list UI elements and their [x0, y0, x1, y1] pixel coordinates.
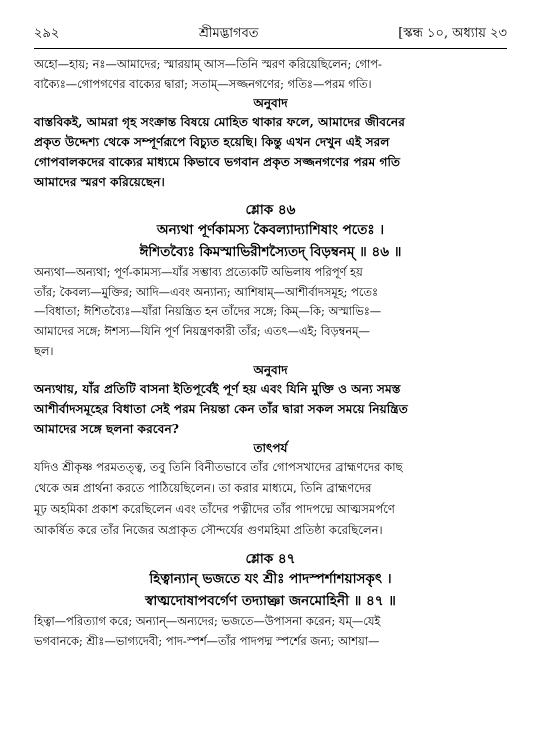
synonym-line: তাঁর; কৈবল্য—মুক্তির; আদি—এবং অন্যান্য; আশিষাম্—আশীর্বাদসমূহ; পতেঃ	[34, 284, 379, 299]
page-header	[34, 24, 507, 46]
purport-line: যদিও শ্রীকৃষ্ণ পরমতত্ত্ব, তবু তিনি বিনীতভাবে তাঁর গোপসখাদের ব্রাহ্মণদের কাছ	[34, 460, 403, 475]
verse-label: শ্লোক ৪৭	[245, 551, 296, 568]
purport-heading: তাৎপর্য	[253, 441, 288, 456]
verse-line: হিত্বান্যান্ ভজতে যং শ্রীঃ পাদস্পর্শাশয়াসকৃৎ ।	[149, 571, 392, 588]
synonym-line: ছল।	[34, 343, 54, 358]
verse-line: স্বাত্মদোষাপবর্গেণ তদ্যাচ্ঞা জনমোহিনী ॥ ৪৭ ॥	[145, 593, 396, 610]
purport-line: থেকে অন্ন প্রার্থনা করতে পাঠিয়েছিলেন। তা করার মাধ্যমে, তিনি ব্রাহ্মণদের	[34, 481, 372, 496]
book-title: শ্রীমদ্ভাগবত	[198, 26, 259, 41]
synonym-line: অহো—হায়; নঃ—আমাদের; স্মারয়াম্ আস—তিনি স্মরণ করিয়েছিলেন; গোপ-	[34, 57, 382, 71]
verse-line: অন্যথা পূর্ণকামস্য কৈবল্যাদ্যাশিষাং পতেঃ ।	[156, 222, 385, 239]
translation-heading: অনুবাদ	[253, 96, 288, 111]
translation-heading: অনুবাদ	[253, 363, 288, 378]
translation-line: আমাদের সঙ্গে ছলনা করবেন?	[34, 422, 179, 437]
header-rule	[34, 48, 507, 49]
synonym-line: বাক্যৈঃ—গোপগণের বাক্যের দ্বারা; সতাম্—সজ্জনগণের; গতিঃ—পরম গতি।	[34, 76, 372, 91]
synonym-line: হিত্বা—পরিত্যাগ করে; অন্যান্—অন্যদের; ভজতে—উপাসনা করেন; যম্—যেই	[34, 614, 381, 629]
purport-line: মূঢ় অহমিকা প্রকাশ করেছিলেন এবং তাঁদের পত্নীদের তাঁর পাদপদ্মে আত্মসমর্পণে	[34, 502, 395, 517]
translation-line: প্রকৃত উদ্দেশ্য থেকে সম্পূর্ণরূপে বিচ্যুত হয়েছি। কিন্তু এখন দেখুন এই সরল	[34, 135, 390, 150]
translation-line: অন্যথায়, যাঁর প্রতিটি বাসনা ইতিপূর্বেই পূর্ণ হয় এবং যিনি মুক্তি ও অন্য সমস্ত	[34, 382, 401, 397]
synonym-line: আমাদের সঙ্গে; ঈশস্য—যিনি পূর্ণ নিয়ন্ত্রণকারী তাঁর; এতৎ—এই; বিড়ম্বনম্—	[34, 323, 370, 338]
synonym-line: —বিধাতা; ঈশিতব্যৈঃ—যাঁরা নিয়ন্ত্রিত হন তাঁদের সঙ্গে; কিম্—কি; অস্মাভিঃ—	[34, 304, 382, 319]
verse-line: ঈশিতব্যৈঃ কিমস্মাভিরীশস্যৈতদ্ বিড়ম্বনম্ ॥ ৪৬ ॥	[139, 244, 402, 261]
translation-line: আশীর্বাদসমূহের বিধাতা সেই পরম নিয়ন্তা কেন তাঁর দ্বারা সকল সময়ে নিয়ন্ত্রিত	[34, 402, 408, 417]
synonym-line: ভগবানকে; শ্রীঃ—ভাগ্যদেবী; পাদ-স্পর্শ—তাঁর পাদপদ্ম স্পর্শের জন্য; আশয়া—	[34, 633, 380, 648]
chapter-reference: [স্কন্ধ ১০, অধ্যায় ২৩	[398, 26, 507, 41]
synonym-line: অন্যথা—অন্যথা; পূর্ণ-কামস্য—যাঁর সম্ভাব্য প্রত্যেকটি অভিলাষ পরিপূর্ণ হয়	[34, 265, 363, 280]
translation-line: গোপবালকদের বাক্যের মাধ্যমে কিভাবে ভগবান প্রকৃত সজ্জনগণের পরম গতি	[34, 155, 401, 170]
purport-line: আকর্ষিত করে তাঁর নিজের অপ্রাকৃত সৌন্দর্যের গুণমহিমা প্রতিষ্ঠা করেছিলেন।	[34, 523, 383, 538]
translation-line: বাস্তবিকই, আমরা গৃহ সংক্রান্ত বিষয়ে মোহিত থাকার ফলে, আমাদের জীবনের	[34, 115, 405, 130]
page-number: ২৯২	[34, 26, 60, 41]
verse-label: শ্লোক ৪৬	[245, 202, 296, 219]
translation-line: আমাদের স্মরণ করিয়েছেন।	[34, 175, 165, 190]
